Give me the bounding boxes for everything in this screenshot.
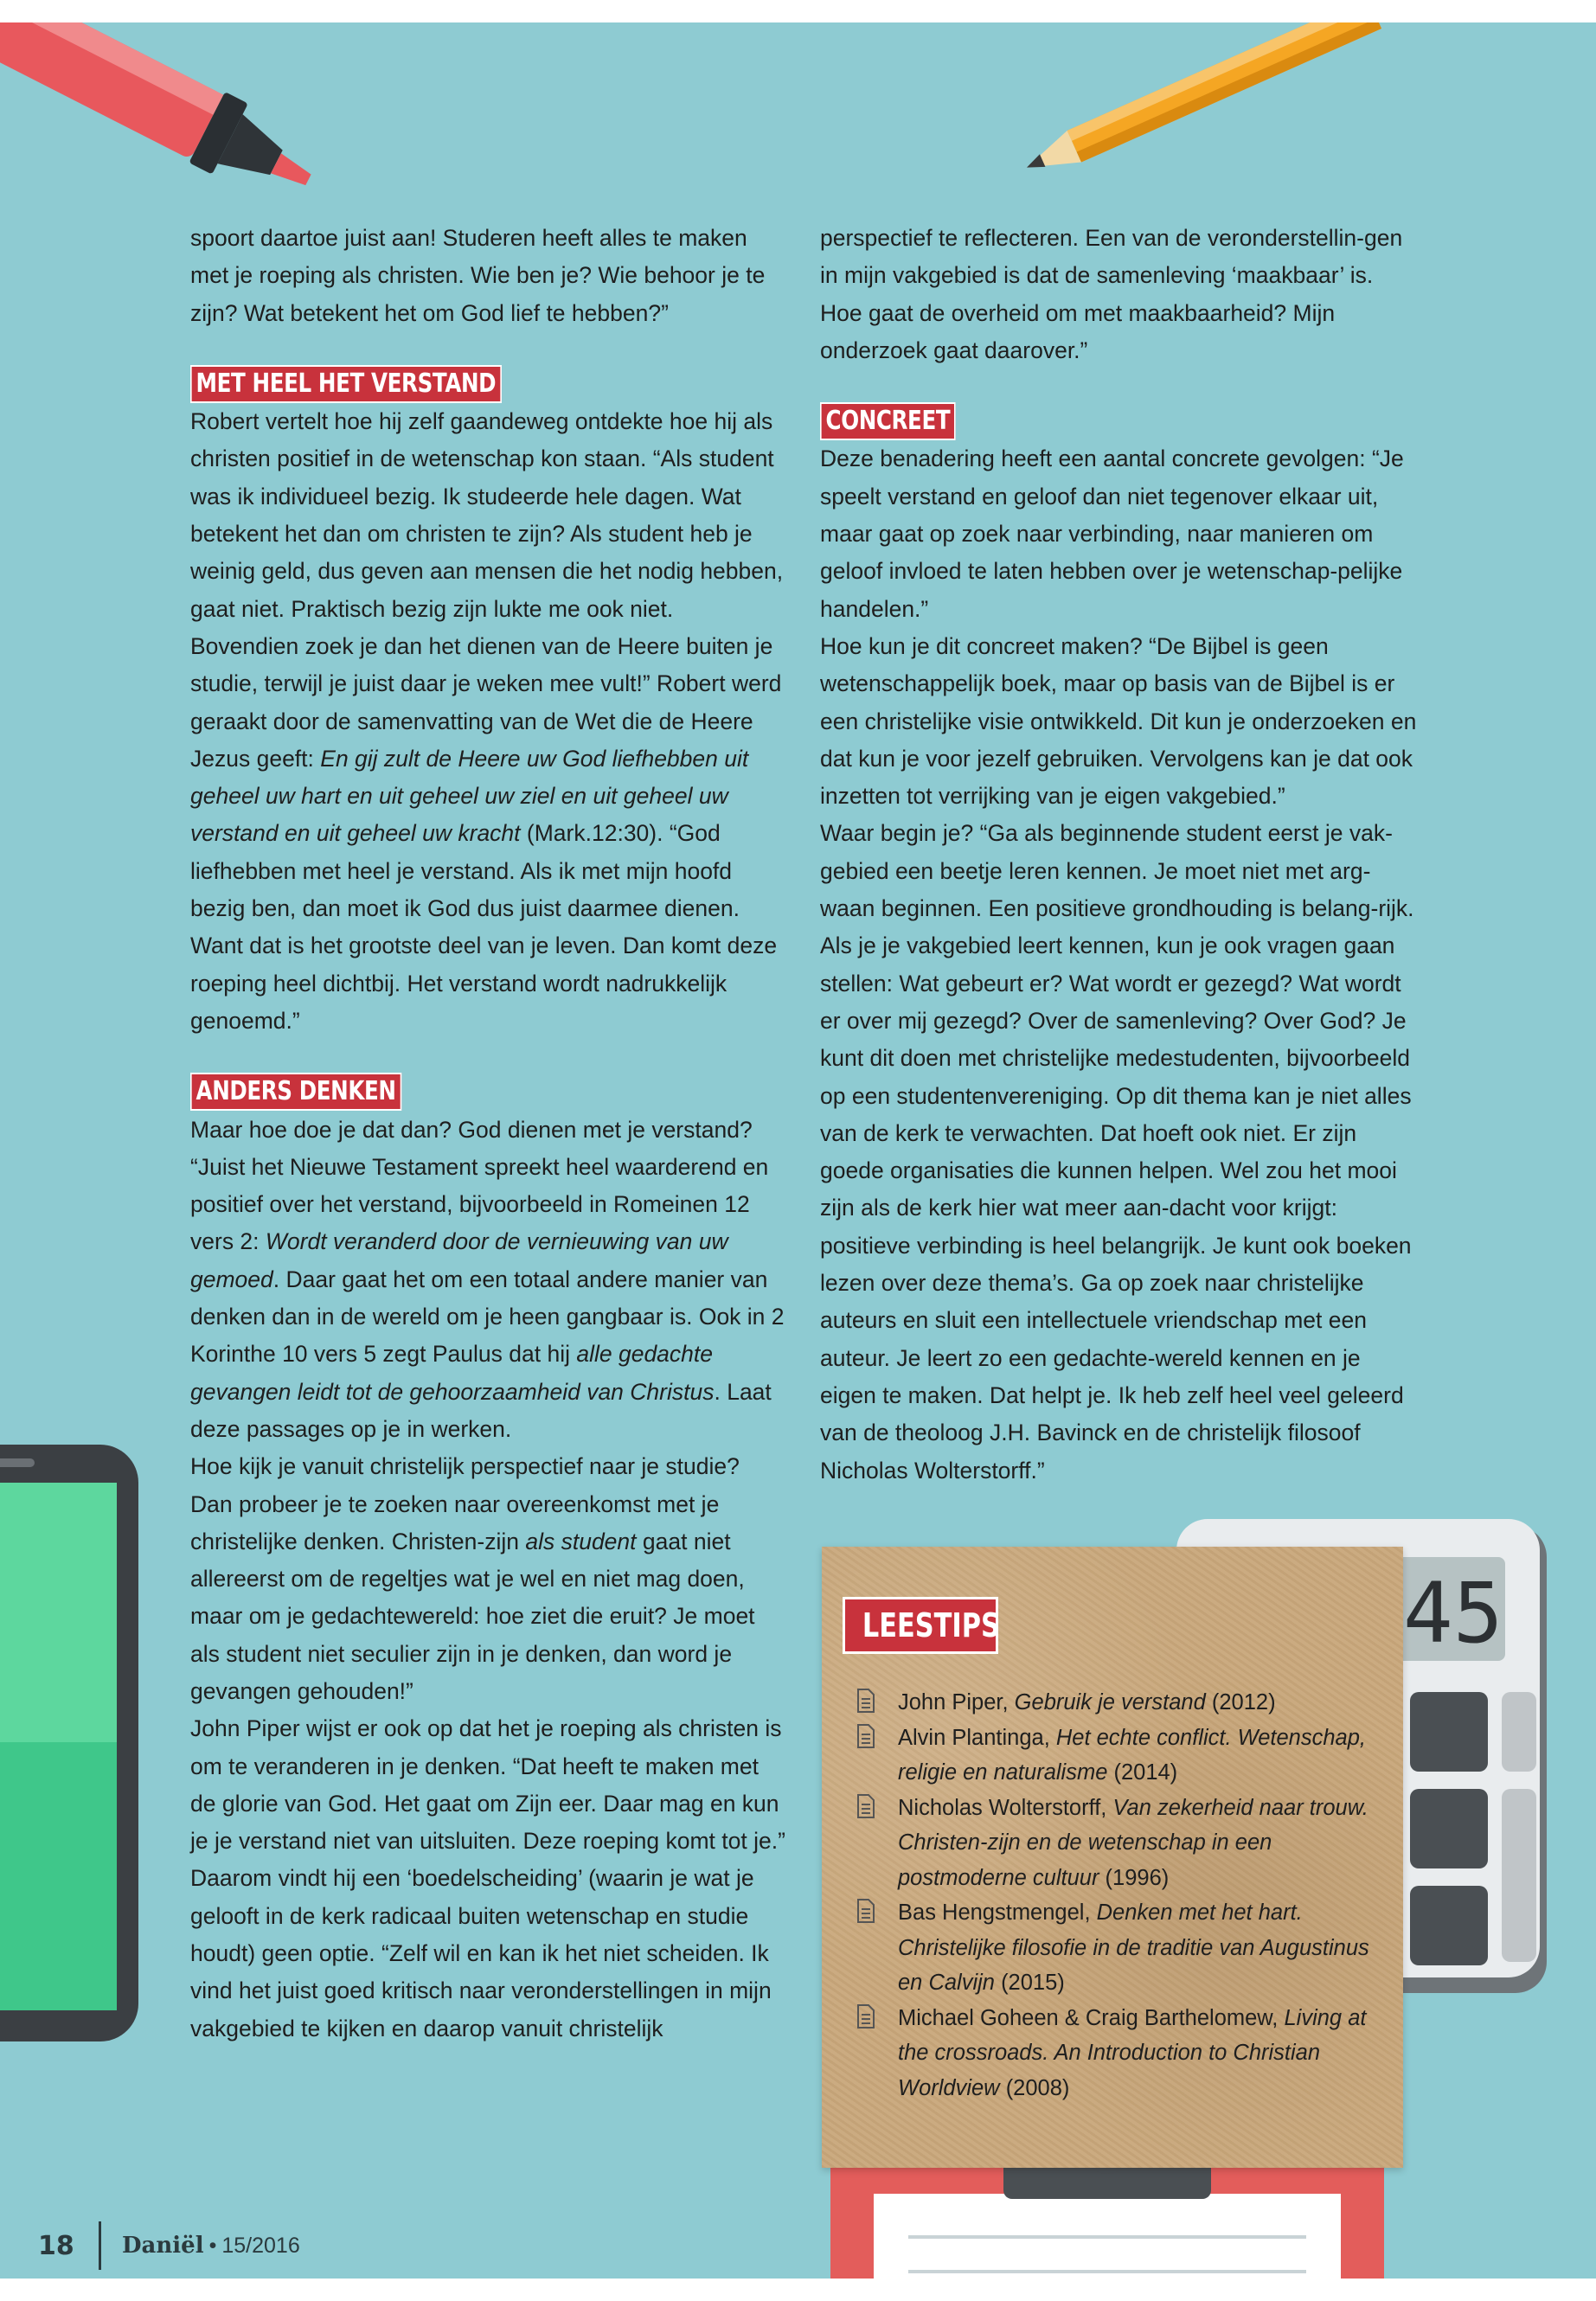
page-footer [38, 2221, 300, 2270]
calculator-display: 45 [1403, 1565, 1503, 1662]
footer-separator: • [208, 2233, 217, 2258]
left-paragraph-5: John Piper wijst er ook op dat het je roeping als christen is om te veranderen in je denken. “Dat heeft te maken met de glorie van God. Het gaat om Zijn eer. Daar mag en kun je je verstand niet van uitsluiten. Deze roeping komt tot je.” [190, 1715, 785, 1855]
magazine-name: Daniël [122, 2233, 204, 2259]
right-paragraph-2: Deze benadering heeft een aantal concrete gevolgen: “Je speelt verstand en geloof dan niet tegenover elkaar uit, maar gaat op zoek naar verbinding, naar manieren om geloof invloed te laten hebben over je wetenschap-pelijke handelen.” [820, 445, 1404, 622]
left-paragraph-3: Maar hoe doe je dat dan? God dienen met je verstand? “Juist het Nieuwe Testament spreekt heel waarderend en positief over het verstand, bijvoorbeeld in Romeinen 12 vers 2: Wordt veranderd door de vernieuwing van uw gemoed. Daar gaat het om een totaal andere manier van denken dan in de wereld om je heen gangbaar is. Ook in 2 Korinthe 10 vers 5 zegt Paulus dat hij alle gedachte gevangen leidt tot de gehoorzaamheid van Christus. Laat deze passages op je in werken. [190, 1116, 785, 1442]
left-paragraph-6: Daarom vindt hij een ‘boedelscheiding’ (waarin je wat je gelooft in de kerk radicaal buiten wetenschap en studie houdt) geen optie. “Zelf wil en kan ik het niet scheiden. Ik vind het juist goed kritisch naar veronderstellingen in mijn vakgebied te kijken en daarop vanuit christelijk [190, 1865, 772, 2041]
document-icon [856, 1899, 875, 1923]
leestips-box [822, 1547, 1403, 2168]
tablet-icon [0, 1424, 156, 2047]
highlighter-icon [0, 22, 398, 230]
left-paragraph-4: Hoe kijk je vanuit christelijk perspectief naar je studie? Dan probeer je te zoeken naar overeenkomst met je christelijke denken. Christen-zijn als student gaat niet allereerst om de regeltjes wat je wel en niet mag doen, maar om je gedachtewereld: hoe ziet die eruit? Je moet als student niet seculier zijn in je denken, dan word je gevangen gehouden!” [190, 1453, 755, 1704]
list-item: Bas Hengstmengel, Denken met het hart. Christelijke filosofie in de traditie van Augustinus en Calvijn (2015) [856, 1895, 1375, 2001]
list-item: Michael Goheen & Craig Barthelomew, Living at the crossroads. An Introduction to Christian Worldview (2008) [856, 2001, 1375, 2106]
left-column [190, 220, 787, 2048]
document-icon [856, 1689, 875, 1713]
list-item: John Piper, Gebruik je verstand (2012) [856, 1685, 1375, 1721]
list-item: Nicholas Wolterstorff, Van zekerheid naar trouw. Christen-zijn en de wetenschap in een postmoderne cultuur (1996) [856, 1791, 1375, 1896]
magazine-page [0, 22, 1596, 2279]
section-heading-met-heel-het-verstand: MET HEEL HET VERSTAND [190, 365, 502, 403]
leestips-heading: LEESTIPS [843, 1597, 998, 1654]
right-column [820, 220, 1417, 1490]
document-icon [856, 2004, 875, 2029]
right-paragraph-1: perspectief te reflecteren. Een van de veronderstellin-gen in mijn vakgebied is dat de samenleving ‘maakbaar’ is. Hoe gaat de overheid om met maakbaarheid? Mijn onderzoek gaat daarover.” [820, 225, 1403, 363]
section-heading-concreet: CONCREET [820, 402, 956, 440]
footer-divider [99, 2221, 101, 2270]
page-number: 18 [38, 2230, 74, 2261]
section-heading-anders-denken: ANDERS DENKEN [190, 1073, 401, 1111]
right-paragraph-4: Waar begin je? “Ga als beginnende student eerst je vak-gebied een beetje leren kennen. Je moet niet met arg-waan beginnen. Een positieve grondhouding is belang-rijk. Als je je vakgebied leert kennen, kun je ook vragen gaan stellen: Wat gebeurt er? Wat wordt er gezegd? Wat wordt er over mij gezegd? Over de samenleving? Over God? Je kunt dit doen met christelijke medestudenten, bijvoorbeeld op een studentenvereniging. Op dit thema kan je niet alles van de kerk te verwachten. Dat hoeft ook niet. Er zijn goede organisaties die kunnen helpen. Wel zou het mooi zijn als de kerk hier wat meer aan-dacht voor krijgt: positieve verbinding is heel belangrijk. Je kunt ook boeken lezen over deze thema’s. Ga op zoek naar christelijke auteurs en sluit een intellectuele vriendschap met een auteur. Je leert zo een gedachte-wereld kennen en je eigen te maken. Dat helpt je. Ik heb zelf heel veel geleerd van de theoloog J.H. Bavinck en de christelijk filosoof Nicholas Wolterstorff.” [820, 820, 1414, 1484]
document-icon [856, 1724, 875, 1748]
right-paragraph-3: Hoe kun je dit concreet maken? “De Bijbel is geen wetenschappelijk boek, maar op basis van de Bijbel is er een christelijke visie ontwikkeld. Dit kun je onderzoeken en dat kun je voor jezelf gebruiken. Vervolgens kan je dat ook inzetten tot verrijking van je eigen vakgebied.” [820, 632, 1417, 810]
issue-number: 15/2016 [221, 2233, 300, 2258]
left-paragraph-1: spoort daartoe juist aan! Studeren heeft alles te maken met je roeping als christen. Wie ben je? Wie behoor je te zijn? Wat betekent het om God lief te hebben?” [190, 225, 766, 326]
pencil-icon [969, 22, 1419, 170]
left-paragraph-2: Robert vertelt hoe hij zelf gaandeweg ontdekte hoe hij als christen positief in de wetenschap kon staan. “Als student was ik individueel bezig. Ik studeerde hele dagen. Wat betekent het dan om christen te zijn? Als student heb je weinig geld, dus geven aan mensen die het nodig hebben, gaat niet. Praktisch bezig zijn lukte me ook niet. Bovendien zoek je dan het dienen van de Heere buiten je studie, terwijl je juist daar je weken mee vult!” Robert werd geraakt door de samenvatting van de Wet die de Heere Jezus geeft: En gij zult de Heere uw God liefhebben uit geheel uw hart en uit geheel uw ziel en uit geheel uw verstand en uit geheel uw kracht (Mark.12:30). “God liefhebben met heel je verstand. Als ik met mijn hoofd bezig ben, dan moet ik God dus juist daarmee dienen. Want dat is het grootste deel van je leven. Dan komt deze roeping heel dichtbij. Het verstand wordt nadrukkelijk genoemd.” [190, 408, 784, 1034]
leestips-list [856, 1685, 1375, 2106]
list-item: Alvin Plantinga, Het echte conflict. Wetenschap, religie en naturalisme (2014) [856, 1721, 1375, 1791]
document-icon [856, 1794, 875, 1818]
